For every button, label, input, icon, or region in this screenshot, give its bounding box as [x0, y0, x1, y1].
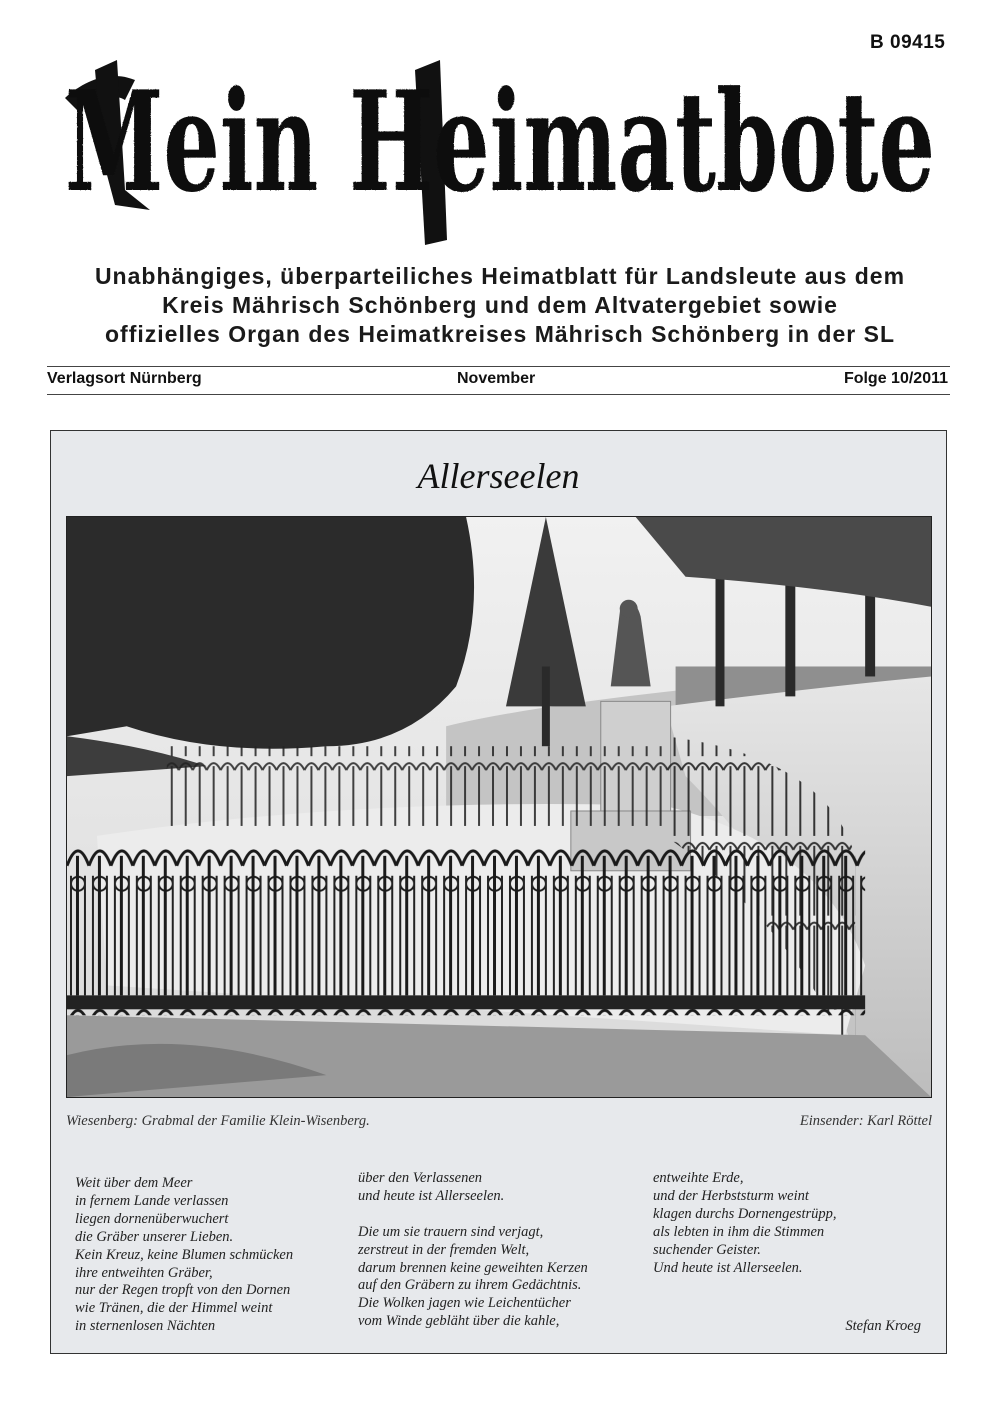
poem-line: als lebten in ihm die Stimmen: [653, 1223, 825, 1240]
grave-photo: [66, 516, 932, 1098]
poem-line: entweihte Erde,: [653, 1170, 744, 1186]
poem-line: klagen durchs Dornengestrüpp,: [653, 1205, 837, 1222]
poem-column-3: [653, 1170, 837, 1277]
poem-line: Die um sie trauern sind verjagt,: [358, 1223, 544, 1240]
poem-line: auf den Gräbern zu ihrem Gedächtnis.: [358, 1277, 582, 1294]
poem-line: über den Verlassenen: [358, 1170, 483, 1186]
issue-code: B 09415: [870, 32, 946, 53]
subtitle: [40, 262, 960, 349]
poem-line: und heute ist Allerseelen.: [358, 1187, 505, 1204]
poem-line: wie Tränen, die der Himmel weint: [75, 1300, 273, 1317]
poem-line: Kein Kreuz, keine Blumen schmücken: [75, 1246, 294, 1263]
publishing-place: Verlagsort Nürnberg: [47, 370, 202, 387]
poem-line: in sternenlosen Nächten: [75, 1318, 216, 1335]
poem-line: Weit über dem Meer: [75, 1175, 193, 1191]
subtitle-line-2: Kreis Mährisch Schönberg und dem Altvatergebiet sowie: [162, 292, 838, 318]
poem-line: die Gräber unserer Lieben.: [75, 1228, 234, 1245]
poem-line: liegen dornenüberwuchert: [75, 1210, 229, 1227]
poem-line: zerstreut in der fremden Welt,: [358, 1241, 530, 1258]
poem-column-2: [358, 1170, 588, 1331]
bottom-rule: [47, 394, 950, 395]
poem-line: nur der Regen tropft von den Dornen: [75, 1282, 291, 1299]
photo-caption: Wiesenberg: Grabmal der Familie Klein-Wisenberg.: [66, 1113, 370, 1129]
poem-line: Die Wolken jagen wie Leichentücher: [358, 1295, 571, 1312]
poem-column-1: [75, 1175, 293, 1336]
info-bar: [47, 370, 950, 392]
top-rule: [47, 366, 950, 367]
poem-line: ihre entweihten Gräber,: [75, 1264, 213, 1281]
subtitle-line-3: offizielles Organ des Heimatkreises Mährisch Schönberg in der SL: [105, 321, 895, 347]
poem-line: [358, 1206, 588, 1224]
poem-line: Und heute ist Allerseelen.: [653, 1259, 803, 1276]
poem-author: Stefan Kroeg: [845, 1318, 921, 1334]
poem-line: in fernem Lande verlassen: [75, 1192, 229, 1209]
poem-line: suchender Geister.: [653, 1241, 761, 1258]
poem-line: darum brennen keine geweihten Kerzen: [358, 1259, 588, 1276]
masthead-title: Mein Heimatbote: [65, 60, 935, 223]
poem-line: vom Winde gebläht über die kahle,: [358, 1313, 560, 1330]
article-title: Allerseelen: [417, 456, 580, 496]
subtitle-line-1: Unabhängiges, überparteiliches Heimatblatt für Landsleute aus dem: [94, 263, 906, 289]
issue-number: Folge 10/2011: [843, 370, 948, 387]
photo-sender: Einsender: Karl Röttel: [799, 1113, 932, 1129]
issue-month: November: [457, 370, 536, 387]
masthead-logo: [55, 40, 945, 250]
poem-line: und der Herbststurm weint: [653, 1187, 809, 1204]
